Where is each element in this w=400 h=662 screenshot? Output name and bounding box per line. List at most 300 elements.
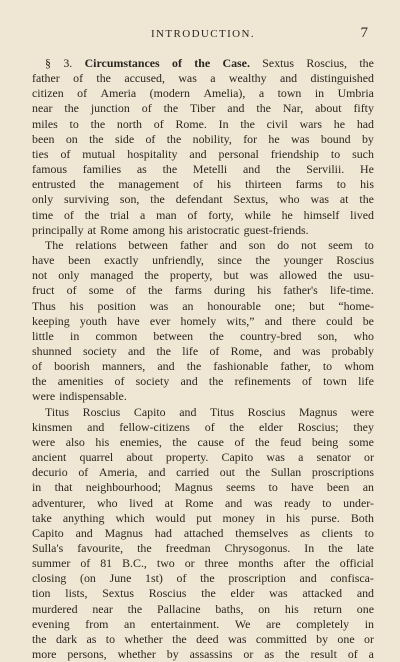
word: the [327,268,343,283]
word: he [333,116,346,131]
word: the [275,162,291,177]
word: relations [75,237,117,252]
word: the [89,177,105,192]
word: an [362,480,374,495]
word: son [248,237,266,252]
word: the [144,268,159,283]
word: under- [343,495,374,510]
word: on [65,131,78,146]
word: attached [183,525,224,540]
word: Circumstances [84,56,160,70]
word: forty, [208,207,234,222]
word: murdered [32,601,78,616]
text-line [32,268,374,283]
word: was [178,71,197,86]
word: father's [283,283,318,298]
word: also [65,434,85,449]
word: and [127,343,146,358]
word: 3. [63,56,73,70]
word: were [32,389,56,404]
word: the [359,192,374,207]
word: civil [266,116,288,131]
word: town [323,374,347,389]
word: common [95,328,138,343]
word: of [172,56,182,70]
word: dark [55,631,78,646]
text-line [32,208,374,223]
word: summer [32,556,71,571]
word: wits,” [226,313,255,328]
word: completely [296,616,350,631]
text-line [32,617,374,632]
word: proscription [228,571,286,586]
word: anything [62,510,105,525]
word: Servilii. [306,162,345,177]
text-line [32,496,374,511]
word: quarrel [79,450,114,465]
word: was [301,343,321,358]
word: position [97,298,136,313]
text-line [32,556,374,571]
word: at [164,495,174,510]
text-line [32,71,374,86]
word: father, [280,359,311,374]
word: Titus [45,404,70,419]
text-line [32,526,374,541]
word: seem [328,237,353,252]
text-line [32,238,374,253]
word: official [339,556,374,571]
text-line [32,147,374,162]
word: north [116,116,142,131]
word: of [77,86,88,101]
word: proscriptions [311,465,374,480]
text-line [32,480,374,495]
word: exactly [104,253,139,268]
word: We [234,616,251,631]
word: ancient [32,450,67,465]
word: late [356,541,374,555]
word: ties [32,146,49,161]
word: Umbria [337,86,374,101]
word: whether [124,631,163,646]
running-head [32,25,374,46]
word: which [115,510,145,525]
word: Sextus, [233,192,269,207]
word: only [58,268,80,283]
word: been [68,253,91,268]
word: Roscius, [306,56,348,70]
running-title: INTRODUCTION. [150,28,256,40]
word: was [227,631,247,646]
word: been [326,480,350,495]
word: to [330,146,341,161]
word: adventurer, [32,495,86,510]
word: there [292,313,316,328]
word: two [156,556,175,571]
word: of [73,71,84,86]
word: by [166,647,179,662]
word: or [364,450,374,465]
word: in [364,616,374,631]
word: the [208,374,224,389]
word: of [114,374,125,389]
text-line [32,329,374,344]
word: life-time. [329,283,374,298]
text-line [32,602,374,617]
word: the [285,647,300,662]
word: of [301,374,312,389]
word: defendant [175,192,223,207]
word: as [136,162,147,177]
word: Both [350,510,374,525]
word: was [269,586,288,601]
word: months [238,556,274,571]
word: Pallacine [156,601,201,616]
word: being [311,434,339,449]
word: in [265,510,276,525]
word: Roscius [336,253,374,268]
word: nobility, [192,131,232,146]
word: one; [274,298,296,313]
word: boorish [54,359,90,374]
word: Magnus [104,525,143,540]
word: property. [165,450,209,465]
word: to [336,177,346,192]
word: attacked [302,586,343,601]
word: of [347,647,358,662]
word: the [201,586,216,601]
word: the [240,116,255,131]
word: The [45,237,64,252]
word: son, [317,328,338,343]
word: or [364,631,374,646]
word: take [32,510,52,525]
word: were [350,404,374,419]
word: was [310,192,329,207]
word: of [145,131,156,146]
word: of [153,116,164,131]
word: lived [129,495,153,510]
word: to [322,495,332,510]
word: of [78,465,89,480]
word: a [210,71,216,86]
word: lived [350,207,374,222]
word: Case. [222,56,250,70]
word: a [368,647,374,662]
word: had [356,116,374,131]
word: the [186,359,202,374]
text-line [32,192,374,207]
text-line [32,344,374,359]
word: unfriendly, [152,253,204,268]
text-line [32,56,374,71]
word: money [222,510,255,525]
word: honourable [207,298,261,313]
word: to [69,116,79,131]
word: son, [119,192,140,207]
word: “home- [338,298,374,313]
word: he [268,131,280,146]
word: the [166,131,182,146]
word: famous [32,162,68,177]
word: seems [226,480,256,495]
word: not [301,237,317,252]
word: Rome [184,495,214,510]
word: persons, [67,647,107,662]
word: to [364,237,374,252]
text-line [32,389,374,404]
word: he [281,207,293,222]
word: refinements [234,374,291,389]
word: at [339,192,349,207]
word: and [243,162,261,177]
word: farms [174,283,202,298]
word: Rome [100,222,129,237]
word: the [89,131,104,146]
word: father [32,71,60,86]
text-line [32,541,374,556]
word: as [300,525,310,540]
word: Capito [133,404,166,419]
word: Roscius [148,586,187,601]
text-line [32,374,374,389]
text-line [32,283,374,298]
word: ever [149,313,171,328]
word: they [353,419,374,434]
word: Tiber [190,101,216,116]
word: indispensable. [59,389,127,404]
word: would [155,510,186,525]
text-line [32,632,374,647]
word: have [291,480,314,495]
word: hospitality [127,146,178,161]
word: the [256,101,271,116]
word: one [337,631,355,646]
word: near [32,101,53,116]
word: while [244,207,271,222]
word: the [127,601,143,616]
word: manners, [101,359,146,374]
word: his [360,177,374,192]
word: was [253,495,273,510]
word: Rome. [175,116,207,131]
word: Sextus [262,56,295,70]
text-line [32,405,374,420]
word: his [284,601,299,616]
text-line [32,586,374,601]
word: wars [299,116,323,131]
word: assassins [189,647,233,662]
word: not [32,268,48,283]
word: tion [32,586,51,601]
word: the [315,556,330,571]
word: between [153,328,194,343]
word: return [313,601,342,616]
word: among [132,222,165,237]
word: June [109,571,132,586]
text-line [32,117,374,132]
word: life [182,343,199,358]
word: feud [280,434,302,449]
word: 81 [100,556,113,571]
word: personal [218,146,259,161]
text-line [32,359,374,374]
word: to [364,525,374,540]
word: to [268,480,278,495]
text-line [32,223,374,238]
word: lists, [65,586,88,601]
word: life [358,374,374,389]
word: and [180,374,198,389]
word: the [84,207,100,222]
word: the [254,434,270,449]
text-line [32,314,374,329]
word: of [125,283,136,298]
word: from [85,616,109,631]
word: was [266,450,285,465]
word: surviving [64,192,109,207]
word: probably [331,343,374,358]
word: In [218,116,229,131]
word: father [179,237,208,252]
word: himself [303,207,340,222]
word: management [118,177,180,192]
text-line [32,253,374,268]
word: about [315,101,342,116]
word: and [87,419,105,434]
word: guest-friends. [243,222,309,237]
word: time [32,207,54,222]
word: distinguished [310,71,374,86]
word: put [196,510,212,525]
word: and [356,586,374,601]
word: the [32,374,47,389]
word: the [200,571,215,586]
word: of [234,434,245,449]
word: a [298,450,304,465]
word: by [361,131,374,146]
word: of [187,207,198,222]
word: since [217,253,242,268]
word: about [126,450,153,465]
word: of [80,556,91,571]
word: that [54,480,73,495]
word: and [179,404,197,419]
word: some [88,283,114,298]
word: Roscius [82,404,121,419]
word: of [176,571,187,586]
word: after [283,556,306,571]
text-line [32,86,374,101]
word: Roscius; [297,419,339,434]
word: between [128,237,168,252]
word: miles [32,116,58,131]
word: evening [32,616,70,631]
word: who [279,192,300,207]
word: thirteen [245,177,282,192]
word: but [223,268,239,283]
word: the [229,419,245,434]
word: his [286,510,301,525]
word: In [304,541,315,555]
word: Magnus [298,404,338,419]
word: such [352,146,374,161]
word: were [32,434,56,449]
word: enemies, [119,434,162,449]
word: carried [176,465,210,480]
word: and [219,237,237,252]
word: during [214,283,246,298]
word: the [90,116,106,131]
word: of [32,359,42,374]
word: an [124,616,136,631]
word: was [149,298,169,313]
word: entrusted [32,177,76,192]
text-line [32,162,374,177]
word: § [45,56,51,70]
word: was [249,268,269,283]
word: of [60,146,71,161]
text-line [32,450,374,465]
word: Titus [210,404,235,419]
word: his [257,283,272,298]
word: of [66,283,77,298]
word: committed [255,631,307,646]
word: Rome, [230,343,263,358]
word: and [225,495,243,510]
word: freedman [165,541,211,555]
word: Sextus [102,586,134,601]
word: allowed [279,268,317,283]
word: his [217,177,232,192]
word: junction [90,101,130,116]
word: Chrysogonus. [224,541,291,555]
word: and [279,71,298,86]
word: trial [110,207,130,222]
text-line [32,571,374,586]
word: and [75,525,93,540]
word: the [162,162,178,177]
word: country-bred [240,328,302,343]
word: the [359,56,374,70]
word: the [150,192,165,207]
word: and [157,359,175,374]
text-line [32,511,374,526]
word: of [141,101,152,116]
word: decurio [32,465,68,480]
text-line [32,132,374,147]
word: shunned [32,343,72,358]
word: aristocratic [186,222,240,237]
word: accused, [124,71,165,86]
word: or [184,556,195,571]
word: the [328,541,343,555]
word: property, [169,268,213,283]
word: elder [258,419,283,434]
word: favourite, [77,541,124,555]
word: more [32,647,57,662]
word: Sullan [270,465,302,480]
text-line [32,435,374,450]
word: some [348,434,374,449]
word: in [314,86,325,101]
word: the [163,101,179,116]
word: have [117,313,140,328]
word: kinsmen [32,419,73,434]
word: ready [284,495,311,510]
word: the [137,541,152,555]
